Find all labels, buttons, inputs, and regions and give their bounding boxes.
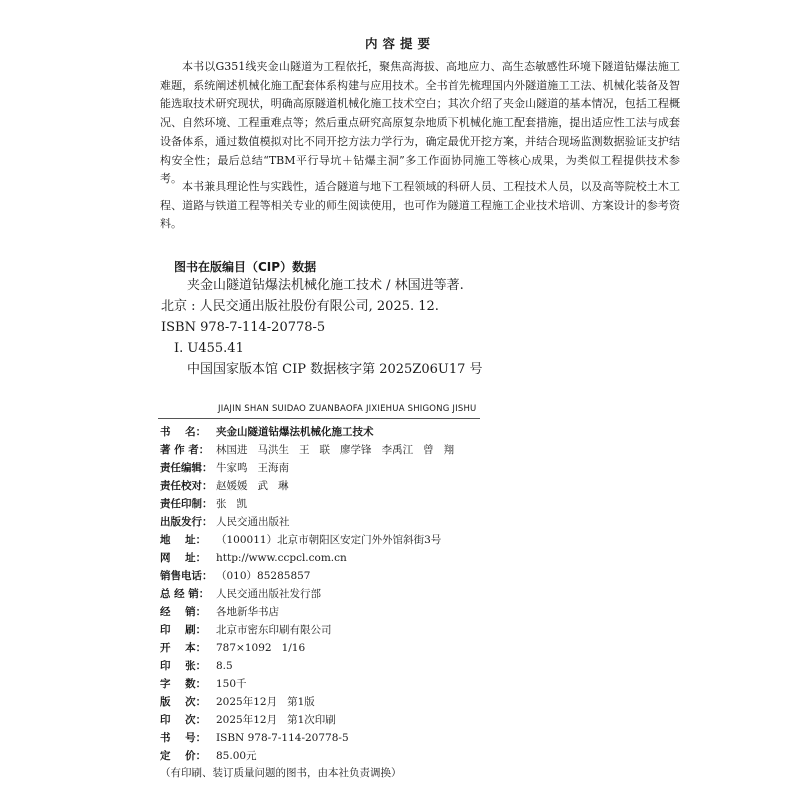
cip-classification-line: Ⅰ. U455.41 [174, 341, 244, 356]
colophon-label: 印 刷： [160, 624, 207, 636]
colophon-label: 地 址： [160, 534, 207, 546]
summary-paragraph-1: 本书以G351线夹金山隧道为工程依托，聚焦高海拔、高地应力、高生态敏感性环境下隧道钻爆法施工难题，系统阐述机械化施工配套体系构建与应用技术。全书首先梳理国内外隧道施工工法、机械化装备及智能选取技术研究现状，明确高原隧道机械化施工技术空白；其次介绍了夹金山隧道的基本情况，包括工程概况、自然环境、工程重难点等；然后重点研究高原复杂地质下机械化施工配套措施，提出适应性工法与成套设备体系，通过数值模拟对比不同开挖方法力学行为，确定最优开挖方案，并结合现场监测数据验证支护结构安全性；最后总结“TBM平行导坑＋钻爆主洞”多工作面协同施工等核心成果，为类似工程提供技术参考。 [160, 60, 680, 186]
colophon-value: 张 凯 [216, 498, 248, 510]
colophon-label: 书 名： [160, 426, 207, 438]
colophon-label: 印 次： [160, 714, 207, 726]
colophon-value: http://www.ccpcl.com.cn [216, 552, 347, 564]
colophon-value: 85.00元 [216, 750, 257, 762]
colophon-label: 网 址： [160, 552, 207, 564]
colophon-value: 林国进 马洪生 王 联 廖学锋 李禹江 曾 翔 [216, 444, 455, 456]
colophon-label: 书 号： [160, 732, 207, 744]
cip-title-line: 夹金山隧道钻爆法机械化施工技术 / 林国进等著. [187, 278, 464, 293]
colophon-label: 经 销： [160, 606, 207, 618]
summary-paragraph-2: 本书兼具理论性与实践性，适合隧道与地下工程领域的科研人员、工程技术人员，以及高等院校土木工程、道路与铁道工程等相关专业的师生阅读使用，也可作为隧道工程施工企业技术培训、方案设计的参考资料。 [160, 180, 680, 231]
colophon-value: 牛家鸣 王海南 [216, 462, 290, 474]
quality-notice: （有印刷、装订质量问题的图书，由本社负责调换） [160, 767, 402, 779]
colophon-label: 开 本： [160, 642, 207, 654]
summary-title: 内容提要 [364, 36, 435, 51]
cip-heading: 图书在版编目（CIP）数据 [174, 260, 317, 274]
colophon-label: 印 张： [160, 660, 207, 672]
colophon-value: ISBN 978-7-114-20778-5 [216, 732, 349, 744]
colophon-label: 出版发行： [160, 516, 213, 528]
colophon-value: （010）85285857 [216, 570, 311, 582]
divider-rule [158, 418, 480, 419]
colophon-label: 字 数： [160, 678, 207, 690]
colophon-label: 著 作 者： [160, 444, 210, 456]
colophon-value: 787×1092 1/16 [216, 642, 306, 654]
colophon-label: 定 价： [160, 750, 207, 762]
colophon-label: 总 经 销： [160, 588, 210, 600]
colophon-value: 2025年12月 第1版 [216, 696, 315, 708]
colophon-value: 人民交通出版社发行部 [216, 588, 321, 600]
colophon-value: （100011）北京市朝阳区安定门外外馆斜街3号 [216, 534, 442, 546]
colophon-label: 责任印制： [160, 498, 213, 510]
cip-isbn-line: ISBN 978-7-114-20778-5 [161, 320, 326, 335]
colophon-label: 责任编辑： [160, 462, 213, 474]
colophon-value: 夹金山隧道钻爆法机械化施工技术 [216, 426, 374, 438]
cip-record-number-line: 中国国家版本馆 CIP 数据核字第 2025Z06U17 号 [187, 362, 483, 377]
cip-publisher-line: 北京 : 人民交通出版社股份有限公司, 2025. 12. [161, 299, 439, 314]
colophon-label: 销售电话： [160, 570, 213, 582]
colophon-value: 北京市密东印刷有限公司 [216, 624, 332, 636]
colophon-value: 8.5 [216, 660, 233, 672]
colophon-value: 人民交通出版社 [216, 516, 290, 528]
colophon-value: 各地新华书店 [216, 606, 279, 618]
colophon-label: 责任校对： [160, 480, 213, 492]
colophon-label: 版 次： [160, 696, 207, 708]
colophon-value: 2025年12月 第1次印刷 [216, 714, 336, 726]
colophon-value: 150千 [216, 678, 247, 690]
pinyin-title: JIAJIN SHAN SUIDAO ZUANBAOFA JIXIEHUA SHIGONG JISHU [218, 404, 477, 414]
colophon-value: 赵媛媛 武 琳 [216, 480, 289, 492]
